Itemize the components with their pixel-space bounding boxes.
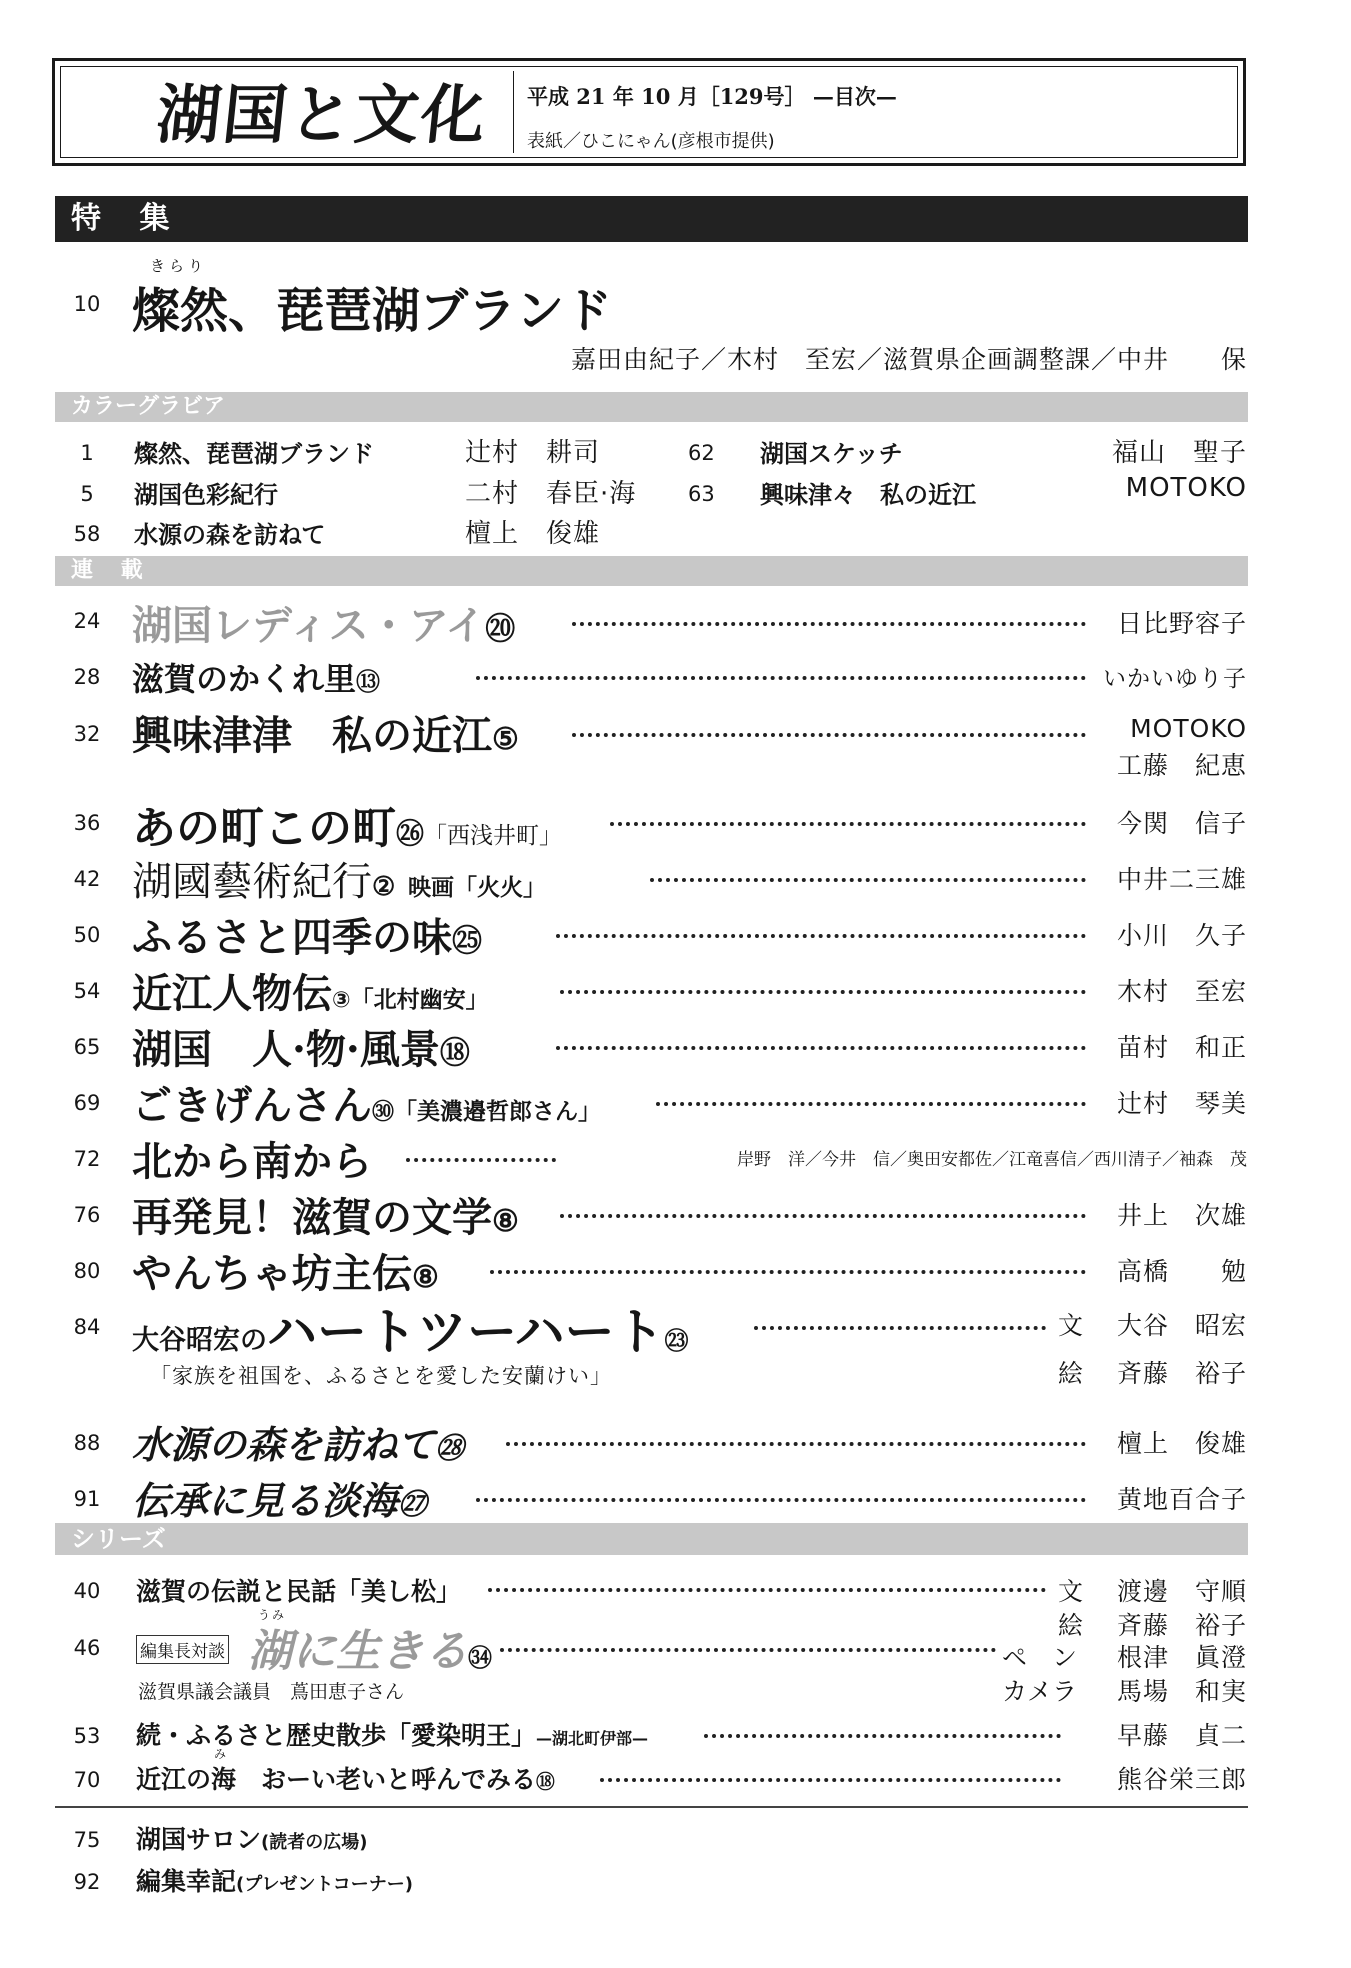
serial-number: ㉗ xyxy=(398,1487,427,1521)
credit-role: 絵 xyxy=(1058,1359,1084,1388)
serial-number: ③ xyxy=(332,988,351,1013)
credit-name: 馬場 和実 xyxy=(1116,1677,1247,1706)
credit-role: カメラ xyxy=(1002,1677,1078,1706)
series-item-ruby: み xyxy=(214,1747,227,1761)
serial-title-text: 湖国 人·物·風景 xyxy=(132,1026,440,1073)
series-subtitle: —湖北町伊部— xyxy=(536,1729,649,1748)
credit-role: 文 xyxy=(1058,1577,1084,1606)
serial-item-title[interactable] xyxy=(132,1470,427,1525)
serial-number: ㉘ xyxy=(435,1431,464,1465)
serial-item-page: 72 xyxy=(73,1147,101,1171)
gravure-item-title[interactable]: 湖国スケッチ xyxy=(760,440,903,468)
credit-name: 根津 眞澄 xyxy=(1116,1643,1247,1672)
serial-item-page: 54 xyxy=(73,979,101,1003)
serial-item-author: 檀上 俊雄 xyxy=(1116,1429,1247,1458)
serial-item-title[interactable] xyxy=(132,1186,519,1243)
series-item-ruby: うみ xyxy=(258,1608,287,1622)
series-title-text: 近江の海 おーい老いと呼んでみる xyxy=(136,1765,537,1794)
gravure-item-author: 福山 聖子 xyxy=(1111,438,1247,468)
credit-role: 文 xyxy=(1058,1311,1084,1340)
feature-ruby: きらり xyxy=(150,257,208,275)
serial-item-title[interactable] xyxy=(132,962,489,1019)
series-item-page: 46 xyxy=(73,1636,101,1660)
serial-item-title[interactable] xyxy=(132,594,515,651)
serial-item-page: 88 xyxy=(73,1431,101,1455)
interview-guest: 滋賀県議会議員 蔦田恵子さん xyxy=(138,1681,405,1703)
footer-title-text: 湖国サロン xyxy=(136,1825,262,1854)
leader-dots xyxy=(572,733,1086,737)
serial-number: ⑳ xyxy=(485,612,516,647)
series-item-author: 熊谷栄三郎 xyxy=(1116,1765,1247,1794)
serial-item-title[interactable] xyxy=(132,1292,689,1364)
serial-item-title[interactable]: 北から南から xyxy=(132,1139,372,1185)
issue-line: 平成 21 年 10 月［129号］ —目次— xyxy=(527,84,897,109)
footer-divider xyxy=(55,1806,1248,1808)
serial-item-author: 苗村 和正 xyxy=(1116,1033,1247,1062)
serial-item-page: 28 xyxy=(73,665,101,689)
serial-number: ㉚ xyxy=(372,1100,395,1125)
gravure-item-author: 二村 春臣·海 xyxy=(465,479,637,509)
serial-number: ㉓ xyxy=(664,1327,689,1355)
serial-title-text: 湖国レディス・アイ xyxy=(132,603,486,649)
footer-subtitle: (読者の広場) xyxy=(261,1832,368,1853)
leader-dots xyxy=(556,934,1086,938)
serial-item-title[interactable] xyxy=(132,792,562,856)
footer-item-page: 75 xyxy=(73,1828,101,1852)
gravure-item-title[interactable]: 燦然、琵琶湖ブランド xyxy=(134,440,374,468)
serial-number: ⑱ xyxy=(439,1036,470,1071)
serial-title-text: 再発見！滋賀の文学 xyxy=(132,1194,492,1241)
serial-title-text: ふるさと四季の味 xyxy=(132,914,452,961)
leader-dots xyxy=(754,1326,1046,1330)
serial-item-title[interactable] xyxy=(132,1414,464,1469)
gravure-item-page: 63 xyxy=(688,482,715,506)
serial-item-title[interactable] xyxy=(132,1242,439,1299)
gravure-item-author: MOTOKO xyxy=(1125,473,1247,503)
serial-item-page: 65 xyxy=(73,1035,101,1059)
credit-role: ペ ン xyxy=(1002,1643,1078,1672)
serial-item-author-2: 斉藤 裕子 xyxy=(1116,1359,1247,1388)
serial-item-page: 80 xyxy=(73,1259,101,1283)
serial-item-page: 36 xyxy=(73,811,101,835)
serial-item-author: いかいゆり子 xyxy=(1103,666,1247,692)
serial-item-page: 84 xyxy=(73,1315,101,1339)
serial-title-text: やんちゃ坊主伝 xyxy=(132,1250,412,1297)
serial-item-author-2: 工藤 紀恵 xyxy=(1116,751,1247,780)
serial-subtitle: 「北村幽安」 xyxy=(350,987,489,1013)
gravure-item-page: 58 xyxy=(73,522,101,546)
section-gravure-bar: カラーグラビア xyxy=(55,392,1248,422)
serial-subtitle: 「西浅井町」 xyxy=(424,823,563,849)
serial-number: ⑧ xyxy=(492,1204,519,1239)
leader-dots xyxy=(650,878,1086,882)
series-number: ⑱ xyxy=(536,1772,555,1793)
feature-title[interactable]: 燦然、琵琶湖ブランド xyxy=(132,283,613,339)
serial-title-text: 湖國藝術紀行 xyxy=(132,859,372,905)
gravure-item-page: 5 xyxy=(80,482,94,506)
series-number: ㉞ xyxy=(468,1643,492,1672)
series-title-text: 湖に生きる xyxy=(248,1626,468,1677)
footer-item-page: 92 xyxy=(73,1870,101,1894)
leader-dots xyxy=(406,1158,556,1162)
leader-dots xyxy=(500,1648,996,1652)
serial-item-author: 小川 久子 xyxy=(1116,921,1247,950)
gravure-item-author: 辻村 耕司 xyxy=(465,438,601,468)
serial-title-text: 伝承に見る淡海 xyxy=(132,1478,399,1523)
leader-dots xyxy=(476,676,1086,680)
serial-number: ㉖ xyxy=(396,817,425,850)
footer-title-text: 編集幸記 xyxy=(136,1867,237,1896)
gravure-item-title[interactable]: 水源の森を訪ねて xyxy=(134,521,326,549)
serial-item-author: 岸野 洋／今井 信／奥田安都佐／江竜喜信／西川清子／袖森 茂 xyxy=(737,1150,1247,1170)
serial-item-author: 日比野容子 xyxy=(1116,609,1247,638)
serial-title-prefix: 大谷昭宏の xyxy=(132,1325,267,1356)
masthead-inner-border xyxy=(60,66,1238,158)
leader-dots xyxy=(490,1270,1086,1274)
serial-item-author: 木村 至宏 xyxy=(1116,977,1247,1006)
magazine-title: 湖国と文化 xyxy=(153,78,491,153)
section-series-bar: シリーズ xyxy=(55,1523,1248,1555)
gravure-item-title[interactable]: 興味津々 私の近江 xyxy=(760,481,976,509)
serial-item-author: 中井二三雄 xyxy=(1116,865,1247,894)
serial-item-page: 50 xyxy=(73,923,101,947)
credit-role: 絵 xyxy=(1058,1611,1084,1640)
serial-item-title[interactable] xyxy=(132,1018,470,1075)
series-item-title[interactable]: 滋賀の伝説と民話「美し松」 xyxy=(136,1577,462,1606)
serial-title-text: 近江人物伝 xyxy=(132,971,332,1017)
serial-number: ㉕ xyxy=(452,924,482,959)
serial-number: ⑬ xyxy=(356,668,381,696)
leader-dots xyxy=(610,822,1086,826)
series-item-author: 早藤 貞二 xyxy=(1116,1721,1247,1750)
serial-title-text: ごきげんさん xyxy=(132,1083,372,1129)
leader-dots xyxy=(560,1214,1086,1218)
serial-item-author: 高橋 勉 xyxy=(1116,1257,1247,1286)
series-item-title[interactable] xyxy=(248,1615,492,1679)
serial-item-page: 69 xyxy=(73,1091,101,1115)
series-title-text: 続・ふるさと歴史散歩「愛染明王」 xyxy=(136,1721,537,1750)
feature-page-number: 10 xyxy=(73,292,101,316)
serial-item-author: 大谷 昭宏 xyxy=(1116,1311,1247,1340)
series-item-title[interactable] xyxy=(136,1716,648,1752)
serial-subtitle: 「家族を祖国を、ふるさとを愛した安蘭けい」 xyxy=(150,1364,612,1388)
footer-item-title[interactable] xyxy=(136,1862,413,1898)
leader-dots xyxy=(600,1778,1061,1782)
serial-item-page: 42 xyxy=(73,867,101,891)
serial-item-author: 今関 信子 xyxy=(1116,809,1247,838)
gravure-item-author: 檀上 俊雄 xyxy=(465,519,601,549)
serial-subtitle: 映画「火火」 xyxy=(408,875,547,901)
gravure-item-page: 1 xyxy=(80,441,94,465)
serial-title-text: あの町この町 xyxy=(132,803,396,854)
serial-number: ⑧ xyxy=(412,1260,439,1295)
gravure-item-title[interactable]: 湖国色彩紀行 xyxy=(134,481,278,509)
cover-credit: 表紙／ひこにゃん(彦根市提供) xyxy=(527,131,775,152)
serial-item-title[interactable] xyxy=(132,704,519,761)
section-feature-bar: 特 集 xyxy=(55,196,1248,242)
masthead xyxy=(52,58,1246,166)
leader-dots xyxy=(488,1588,1046,1592)
footer-subtitle: (プレゼントコーナー) xyxy=(236,1874,414,1895)
interview-tag: 編集長対談 xyxy=(136,1635,229,1664)
leader-dots xyxy=(560,990,1086,994)
leader-dots xyxy=(572,622,1086,626)
leader-dots xyxy=(556,1046,1086,1050)
feature-authors: 嘉田由紀子／木村 至宏／滋賀県企画調整課／中井 保 xyxy=(570,345,1247,374)
serial-item-author: 黄地百合子 xyxy=(1116,1485,1247,1514)
serial-number: ⑤ xyxy=(492,722,519,757)
serial-item-title[interactable] xyxy=(132,906,482,963)
series-item-page: 70 xyxy=(73,1768,101,1792)
credit-name: 斉藤 裕子 xyxy=(1116,1611,1247,1640)
footer-item-title[interactable] xyxy=(136,1820,367,1856)
series-item-page: 40 xyxy=(73,1579,101,1603)
serial-item-title[interactable] xyxy=(132,850,546,907)
serial-title-text: ハートツーハート xyxy=(267,1303,665,1361)
series-item-title[interactable] xyxy=(136,1760,555,1796)
serial-item-page: 76 xyxy=(73,1203,101,1227)
serial-item-page: 32 xyxy=(73,722,101,746)
masthead-divider xyxy=(513,71,514,153)
serial-title-text: 興味津津 私の近江 xyxy=(132,712,492,759)
serial-subtitle: 「美濃邉哲郎さん」 xyxy=(394,1099,602,1125)
credit-name: 渡邊 守順 xyxy=(1116,1577,1247,1606)
serial-item-page: 91 xyxy=(73,1487,101,1511)
leader-dots xyxy=(704,1734,1061,1738)
serial-title-text: 水源の森を訪ねて xyxy=(132,1422,436,1467)
serial-item-title[interactable] xyxy=(132,1074,601,1131)
serial-item-page: 24 xyxy=(73,609,101,633)
serial-item-author: 辻村 琴美 xyxy=(1116,1089,1247,1118)
serial-item-author: 井上 次雄 xyxy=(1116,1201,1247,1230)
serial-item-author: MOTOKO xyxy=(1130,714,1247,743)
serial-item-title[interactable] xyxy=(132,654,380,700)
leader-dots xyxy=(506,1442,1086,1446)
section-serial-bar: 連 載 xyxy=(55,556,1248,586)
gravure-item-page: 62 xyxy=(688,441,715,465)
series-item-page: 53 xyxy=(73,1724,101,1748)
leader-dots xyxy=(656,1102,1086,1106)
serial-number: ② xyxy=(372,872,396,902)
leader-dots xyxy=(476,1498,1086,1502)
serial-title-text: 滋賀のかくれ里 xyxy=(132,660,357,698)
